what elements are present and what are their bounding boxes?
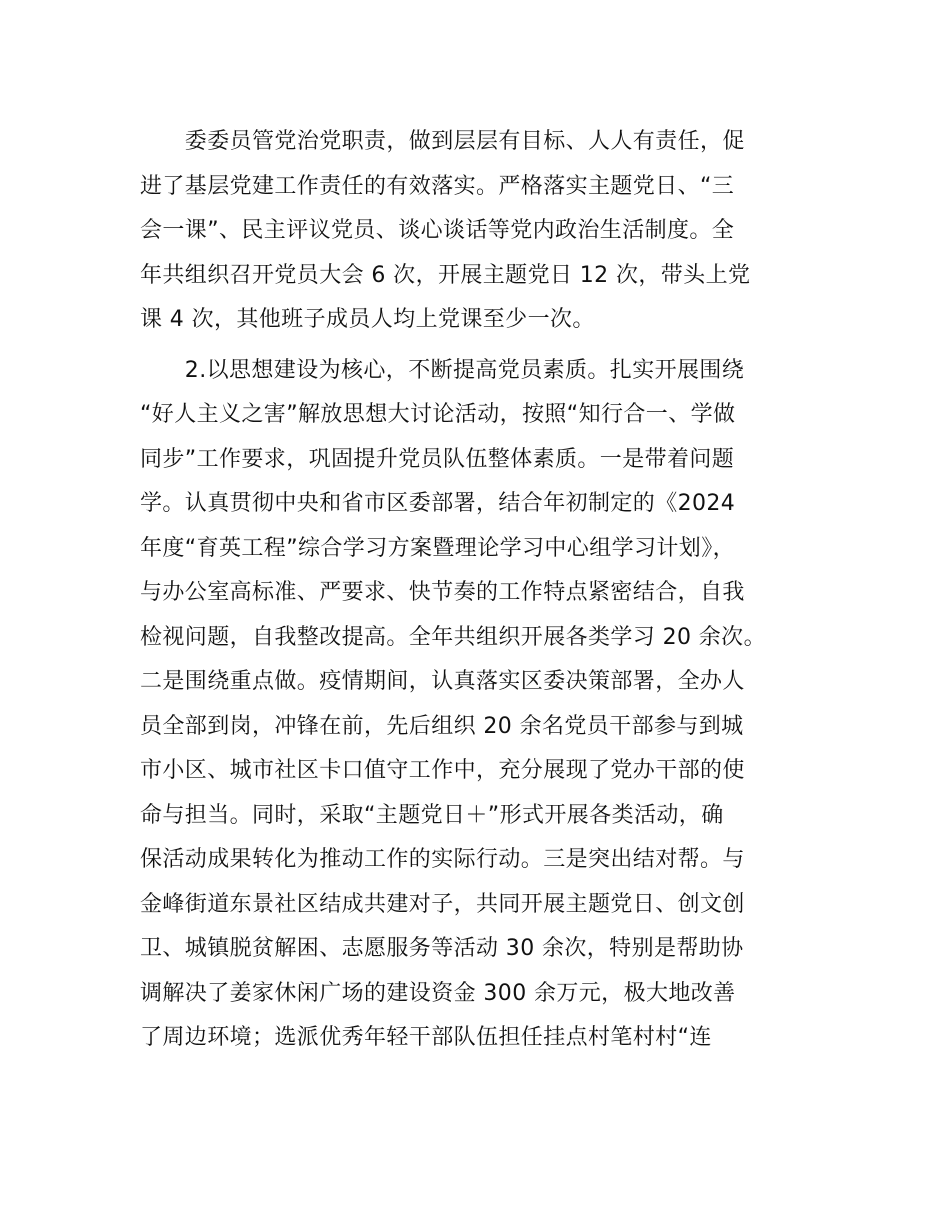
text-line: 年度“育英工程”综合学习方案暨理论学习中心组学习计划》， bbox=[140, 535, 735, 561]
text-line: 员全部到岗，冲锋在前，先后组织 20 余名党员干部参与到城 bbox=[140, 713, 744, 739]
text-line: 2.以思想建设为核心，不断提高党员素质。扎实开展围绕 bbox=[140, 357, 745, 383]
text-line: 年共组织召开党员大会 6 次，开展主题党日 12 次，带头上党 bbox=[140, 262, 751, 288]
text-line: 同步”工作要求，巩固提升党员队伍整体素质。一是带着问题 bbox=[140, 446, 735, 472]
text-line: 调解决了姜家休闲广场的建设资金 300 余万元，极大地改善 bbox=[140, 980, 736, 1006]
text-line: “好人主义之害”解放思想大讨论活动，按照“知行合一、学做 bbox=[140, 402, 736, 427]
text-line: 保活动成果转化为推动工作的实际行动。三是突出结对帮。与 bbox=[140, 847, 745, 872]
text-line: 金峰街道东景社区结成共建对子，共同开展主题党日、创文创 bbox=[140, 891, 745, 917]
text-line: 学。认真贯彻中央和省市区委部署，结合年初制定的《2024 bbox=[140, 491, 736, 516]
text-line: 课 4 次，其他班子成员人均上党课至少一次。 bbox=[140, 307, 595, 332]
text-line: 进了基层党建工作责任的有效落实。严格落实主题党日、“三 bbox=[140, 173, 735, 199]
text-line: 命与担当。同时，采取“主题党日＋”形式开展各类活动，确 bbox=[140, 802, 724, 828]
text-line: 二是围绕重点做。疫情期间，认真落实区委决策部署，全办人 bbox=[140, 669, 745, 694]
text-line: 了周边环境；选派优秀年轻干部队伍担任挂点村笔村村“连 bbox=[140, 1025, 712, 1050]
text-line: 卫、城镇脱贫解困、志愿服务等活动 30 余次，特别是帮助协 bbox=[140, 936, 744, 961]
paragraph-1 bbox=[140, 120, 830, 343]
text-line: 委委员管党治党职责，做到层层有目标、人人有责任，促 bbox=[140, 129, 745, 154]
text-line: 检视问题，自我整改提高。全年共组织开展各类学习 20 余次。 bbox=[140, 624, 766, 650]
text-line: 市小区、城市社区卡口值守工作中，充分展现了党办干部的使 bbox=[140, 758, 745, 783]
text-line: 会一课”、民主评议党员、谈心谈话等党内政治生活制度。全 bbox=[140, 218, 735, 243]
body-text bbox=[140, 120, 830, 1061]
paragraph-2 bbox=[140, 349, 830, 1061]
text-line: 与办公室高标准、严要求、快节奏的工作特点紧密结合，自我 bbox=[140, 580, 745, 605]
